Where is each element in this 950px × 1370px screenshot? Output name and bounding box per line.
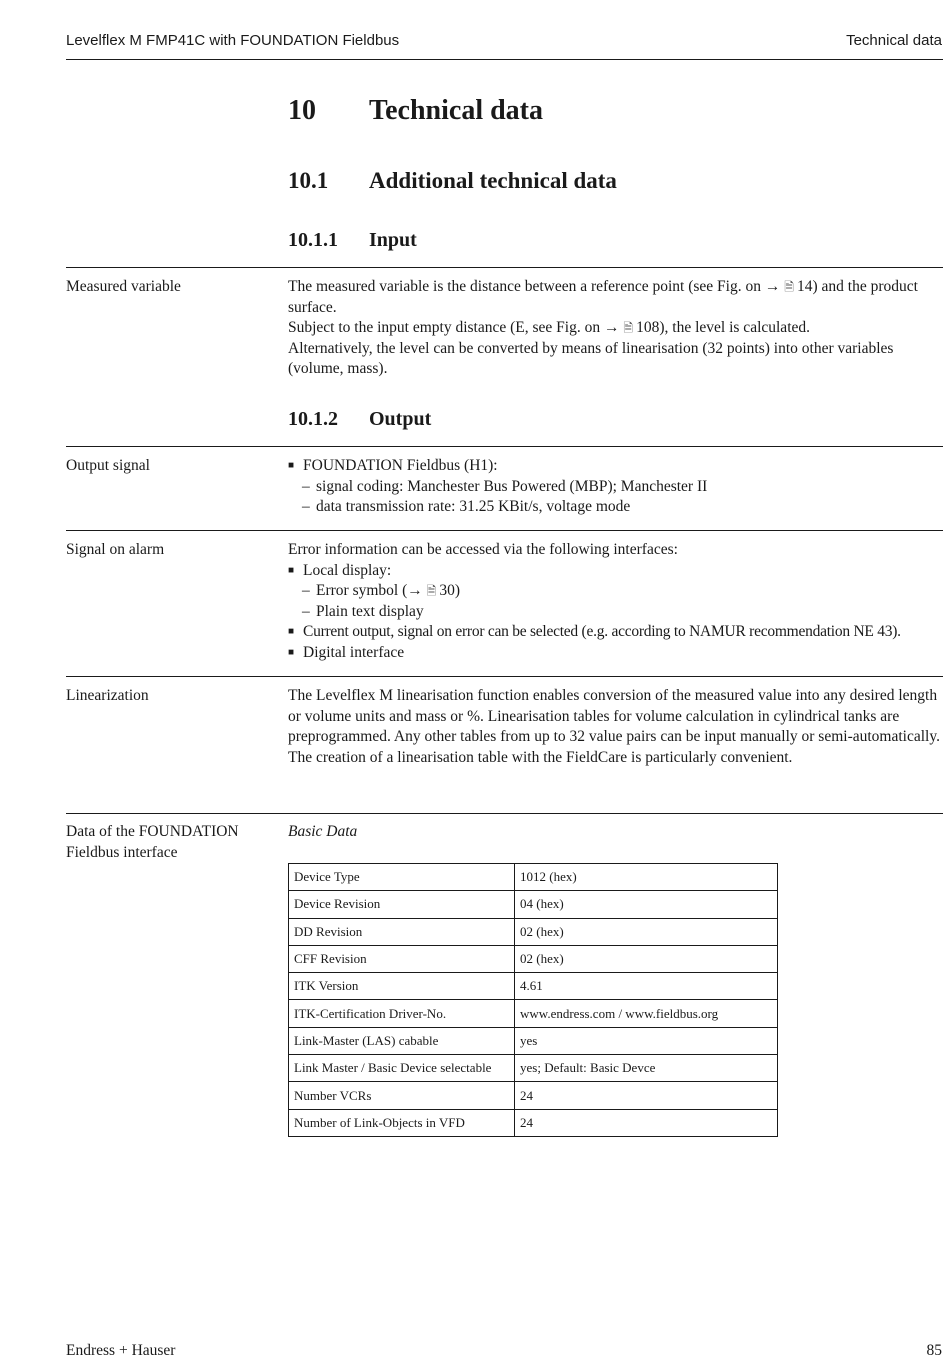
mv-line2-text-a: Subject to the input empty distance (E, see Fig. on →: [288, 319, 624, 336]
header-rule: [66, 59, 943, 60]
table-cell-value: 02 (hex): [515, 945, 778, 972]
signal-on-alarm-label: Signal on alarm: [66, 541, 165, 558]
alarm-dash1-text-b: ): [454, 582, 461, 599]
alarm-dash1-text-a: Error symbol (→: [316, 582, 427, 599]
chapter-heading: [288, 95, 543, 127]
chapter-number: 10: [288, 95, 316, 126]
table-cell-key: ITK Version: [289, 973, 515, 1000]
table-cell-key: Number VCRs: [289, 1082, 515, 1109]
linearization-label: Linearization: [66, 687, 149, 704]
mv-line1-text-a: The measured variable is the distance between a reference point (see Fig. on →: [288, 278, 785, 295]
alarm-dash2: – Plain text display: [288, 602, 948, 623]
output-signal-dash2: – data transmission rate: 31.25 KBit/s, voltage mode: [288, 497, 948, 518]
table-cell-value: 24: [515, 1109, 778, 1136]
linearization-para2: The creation of a linearisation table with the FieldCare is particularly convenient.: [288, 748, 793, 766]
table-cell-value: www.endress.com / www.fieldbus.org: [515, 1000, 778, 1027]
mv-line2-text-b: ), the level is calculated.: [659, 319, 811, 336]
table-cell-key: CFF Revision: [289, 945, 515, 972]
linearization-rule: [66, 813, 943, 814]
table-row: [289, 1082, 778, 1109]
table-cell-key: Device Revision: [289, 891, 515, 918]
table-row: [289, 918, 778, 945]
page-ref-icon: 🗎: [623, 321, 634, 335]
section-title: Additional technical data: [369, 168, 617, 193]
table-cell-value: 4.61: [515, 973, 778, 1000]
output-title: Output: [369, 408, 432, 430]
table-cell-key: Device Type: [289, 864, 515, 891]
table-row: [289, 973, 778, 1000]
linearization-text: [288, 686, 943, 768]
input-number: 10.1.1: [288, 229, 338, 251]
table-cell-value: yes: [515, 1027, 778, 1054]
table-row: [289, 864, 778, 891]
linearization-para1: The Levelflex M linearisation function enables conversion of the measured value into any desired length or volume units and mass or %. Linearisation tables for volume calculation in cylindrical tanks are preprogrammed. Any other tables from up to 32 value pairs can be input manually or semi-automatically.: [288, 687, 940, 745]
input-heading: [288, 229, 417, 252]
output-signal-text: [288, 456, 948, 518]
output-number: 10.1.2: [288, 408, 338, 430]
basic-data-table: [288, 863, 778, 1137]
alarm-bullet3: ■ Digital interface: [288, 643, 948, 664]
table-row: [289, 891, 778, 918]
measured-variable-label: Measured variable: [66, 278, 181, 295]
alarm-bullet1: ■ Local display:: [288, 561, 948, 582]
measured-variable-line1: [288, 277, 948, 318]
footer-company: Endress + Hauser: [66, 1342, 176, 1359]
output-rule: [66, 446, 943, 447]
output-signal-dash1: – signal coding: Manchester Bus Powered (MBP); Manchester II: [288, 477, 948, 498]
table-cell-key: Link Master / Basic Device selectable: [289, 1055, 515, 1082]
table-row: [289, 1000, 778, 1027]
output-signal-bullet: ■ FOUNDATION Fieldbus (H1):: [288, 456, 948, 477]
signal-on-alarm-text: [288, 540, 948, 663]
page-ref-icon: 🗎: [784, 280, 794, 294]
measured-variable-line3: Alternatively, the level can be converted by means of linearisation (32 points) into other variables (volume, mass).: [288, 339, 894, 377]
table-cell-value: 24: [515, 1082, 778, 1109]
section-heading: [288, 168, 617, 194]
basic-data-subtitle: Basic Data: [288, 823, 358, 840]
page-number: 85: [926, 1342, 942, 1359]
table-cell-value: yes; Default: Basic Devce: [515, 1055, 778, 1082]
alarm-dash1: [288, 581, 948, 602]
running-header-title: Levelflex M FMP41C with FOUNDATION Fieldbus: [66, 32, 400, 49]
table-row: [289, 1109, 778, 1136]
table-cell-key: ITK-Certification Driver-No.: [289, 1000, 515, 1027]
table-cell-value: 1012 (hex): [515, 864, 778, 891]
table-row: [289, 945, 778, 972]
output-heading: [288, 408, 431, 431]
table-row: [289, 1055, 778, 1082]
alarm-rule: [66, 676, 943, 677]
table-cell-key: Number of Link-Objects in VFD: [289, 1109, 515, 1136]
table-cell-key: DD Revision: [289, 918, 515, 945]
alarm-bullet2: ■ Current output, signal on error can be selected (e.g. according to NAMUR recommendation NE 43).: [288, 622, 948, 643]
output-signal-rule: [66, 530, 943, 531]
measured-variable-line2: [288, 318, 948, 339]
table-cell-value: 02 (hex): [515, 918, 778, 945]
section-number: 10.1: [288, 168, 329, 193]
mv-page-ref-1[interactable]: 14: [797, 278, 813, 295]
table-row: [289, 1027, 778, 1054]
input-title: Input: [369, 229, 417, 251]
measured-variable-text: [288, 277, 948, 380]
page-ref-icon: 🗎: [426, 584, 437, 598]
table-cell-key: Link-Master (LAS) cabable: [289, 1027, 515, 1054]
output-signal-label: Output signal: [66, 457, 150, 474]
running-header-section: Technical data: [846, 32, 942, 49]
fieldbus-data-label: Data of the FOUNDATION Fieldbus interface: [66, 823, 239, 861]
alarm-intro: Error information can be accessed via the following interfaces:: [288, 541, 678, 558]
input-rule: [66, 267, 943, 268]
mv-line1-text-b: ) and the product surface.: [288, 278, 918, 316]
alarm-page-ref[interactable]: 30: [439, 582, 455, 599]
chapter-title: Technical data: [369, 95, 543, 126]
table-cell-value: 04 (hex): [515, 891, 778, 918]
mv-page-ref-2[interactable]: 108: [636, 319, 660, 336]
